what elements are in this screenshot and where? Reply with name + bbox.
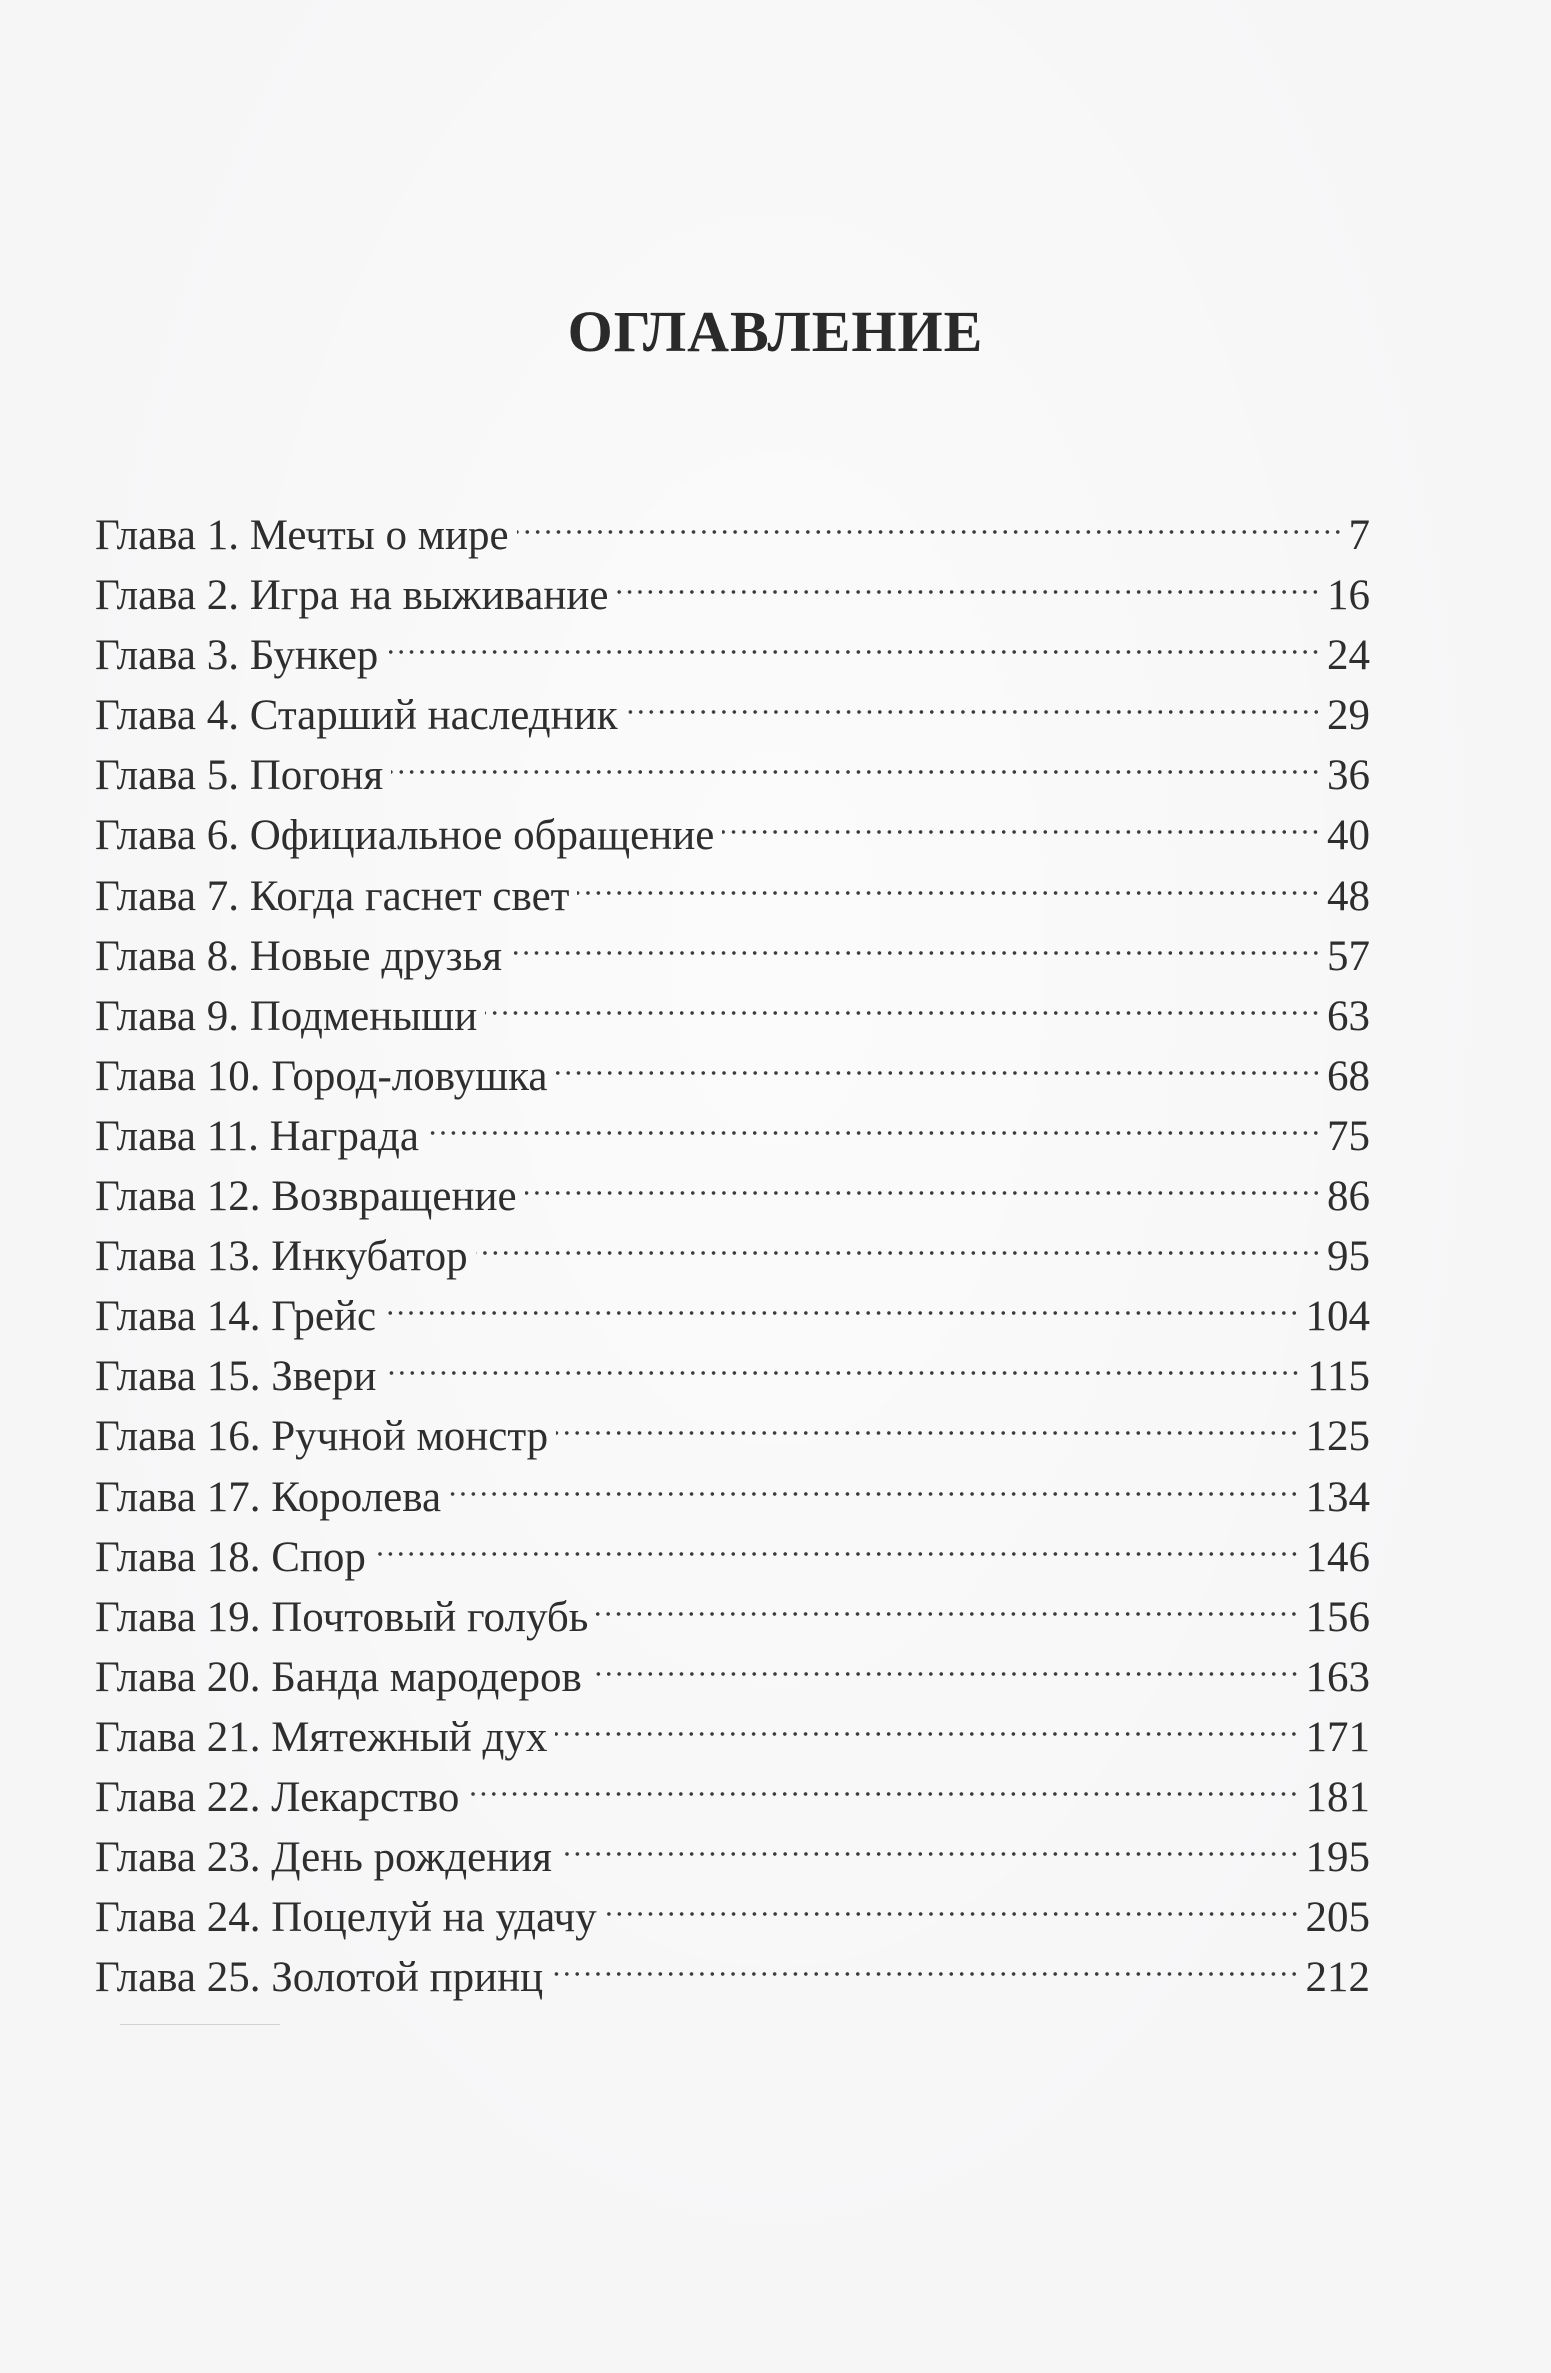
toc-entry-page: 86 (1327, 1173, 1370, 1221)
toc-entry-title: Глава 17. Королева (95, 1473, 442, 1521)
toc-entry-1[interactable] (95, 489, 1370, 559)
toc-entry-title: Глава 8. Новые друзья (95, 932, 503, 980)
toc-entry-title: Глава 11. Награда (95, 1112, 419, 1160)
toc-entry-title: Глава 25. Золотой принц (95, 1954, 544, 2002)
toc-entry-page: 195 (1305, 1834, 1370, 1882)
toc-entry-page: 68 (1327, 1052, 1370, 1100)
toc-entry-title: Глава 14. Грейс (95, 1293, 377, 1341)
toc-dot-leader (427, 1090, 1321, 1150)
toc-entry-page: 75 (1327, 1112, 1370, 1160)
page-title: ОГЛАВЛЕНИЕ (567, 299, 984, 364)
toc-entry-page: 115 (1307, 1353, 1370, 1401)
toc-entry-title: Глава 15. Звери (95, 1353, 377, 1401)
toc-entry-page: 29 (1327, 692, 1370, 740)
toc-entry-title: Глава 1. Мечты о мире (95, 512, 509, 559)
toc-entry-title: Глава 3. Бункер (95, 632, 379, 680)
toc-entry-page: 40 (1327, 812, 1370, 860)
toc-dot-leader (590, 1631, 1300, 1691)
toc-entry-title: Глава 12. Возвращение (95, 1173, 517, 1221)
toc-dot-leader (485, 970, 1321, 1030)
toc-entry-page: 16 (1327, 572, 1370, 620)
toc-entry-title: Глава 16. Ручной монстр (95, 1413, 549, 1461)
toc-dot-leader (517, 489, 1343, 549)
toc-dot-leader (626, 669, 1321, 729)
toc-dot-leader (551, 1931, 1299, 1991)
toc-entry-title: Глава 18. Спор (95, 1533, 366, 1581)
toc-dot-leader (605, 1871, 1300, 1931)
toc-entry-page: 7 (1348, 512, 1370, 559)
toc-entry-page: 171 (1305, 1713, 1370, 1761)
toc-entry-page: 205 (1305, 1894, 1370, 1942)
toc-dot-leader (556, 1030, 1321, 1090)
toc-entry-title: Глава 19. Почтовый голубь (95, 1593, 589, 1641)
toc-entry-page: 156 (1305, 1593, 1370, 1641)
toc-dot-leader (722, 789, 1321, 849)
toc-entry-title: Глава 7. Когда гаснет свет (95, 872, 570, 920)
toc-entry-title: Глава 24. Поцелуй на удачу (95, 1894, 597, 1942)
toc-entry-title: Глава 2. Игра на выживание (95, 572, 609, 620)
toc-entry-title: Глава 5. Погоня (95, 752, 384, 800)
toc-entry-title: Глава 6. Официальное обращение (95, 812, 715, 860)
toc-dot-leader (616, 549, 1321, 609)
toc-entry-page: 104 (1305, 1293, 1370, 1341)
toc-dot-leader (555, 1691, 1299, 1751)
table-of-contents (95, 489, 1370, 2002)
toc-dot-leader (525, 1150, 1321, 1210)
toc-dot-leader (596, 1571, 1299, 1631)
toc-dot-leader (374, 1511, 1300, 1571)
toc-entry-page: 146 (1305, 1533, 1370, 1581)
toc-dot-leader (449, 1451, 1299, 1511)
toc-dot-leader (384, 1270, 1299, 1330)
toc-dot-leader (476, 1210, 1321, 1270)
toc-entry-title: Глава 13. Инкубатор (95, 1233, 468, 1281)
toc-dot-leader (510, 910, 1321, 970)
footer-rule (120, 2024, 280, 2025)
toc-entry-title: Глава 4. Старший наследник (95, 692, 618, 740)
toc-entry-page: 36 (1327, 752, 1370, 800)
toc-dot-leader (560, 1811, 1300, 1871)
toc-entry-page: 181 (1305, 1773, 1370, 1821)
toc-entry-page: 163 (1305, 1653, 1370, 1701)
toc-entry-title: Глава 23. День рождения (95, 1834, 552, 1882)
toc-entry-page: 95 (1327, 1233, 1370, 1281)
toc-entry-page: 57 (1327, 932, 1370, 980)
toc-dot-leader (386, 609, 1321, 669)
toc-entry-title: Глава 20. Банда мародеров (95, 1653, 582, 1701)
toc-entry-page: 134 (1305, 1473, 1370, 1521)
toc-entry-page: 125 (1305, 1413, 1370, 1461)
toc-entry-title: Глава 10. Город-ловушка (95, 1052, 548, 1100)
toc-dot-leader (384, 1330, 1301, 1390)
toc-entry-page: 24 (1327, 632, 1370, 680)
toc-dot-leader (467, 1751, 1299, 1811)
toc-dot-leader (556, 1390, 1299, 1450)
toc-entry-page: 212 (1305, 1954, 1370, 2002)
toc-entry-title: Глава 22. Лекарство (95, 1773, 460, 1821)
toc-entry-title: Глава 21. Мятежный дух (95, 1713, 548, 1761)
toc-dot-leader (577, 850, 1321, 910)
toc-entry-page: 63 (1327, 992, 1370, 1040)
toc-entry-title: Глава 9. Подменыши (95, 992, 478, 1040)
toc-dot-leader (391, 729, 1321, 789)
toc-entry-page: 48 (1327, 872, 1370, 920)
